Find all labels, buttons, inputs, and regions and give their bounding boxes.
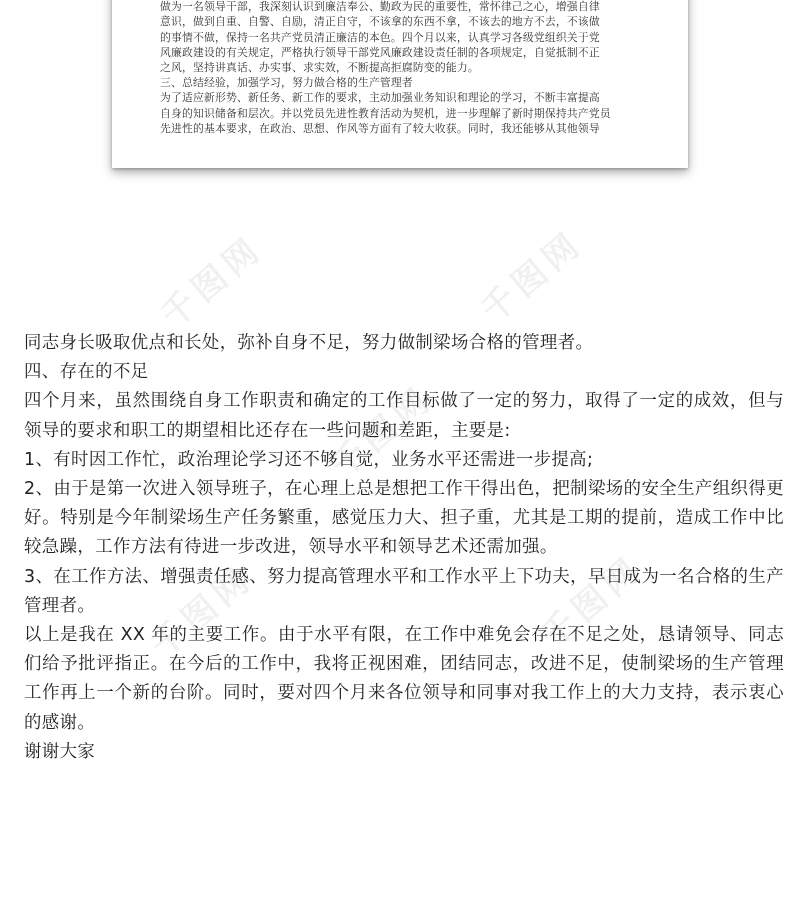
document-preview-text xyxy=(160,0,640,136)
preview-line: 的事情不做，保持一名共产党员清正廉洁的本色。四个月以来，认真学习各级党组织关于党 xyxy=(160,30,600,44)
preview-line: 为了适应新形势、新任务、新工作的要求，主动加强业务知识和理论的学习，不断丰富提高 xyxy=(160,91,600,105)
body-paragraph: 同志身长吸取优点和长处，弥补自身不足，努力做制梁场合格的管理者。 xyxy=(24,333,594,353)
watermark: 千图网 xyxy=(473,223,592,332)
preview-line: 风廉政建设的有关规定，严格执行领导干部党风廉政建设责任制的各项规定，自觉抵制不正 xyxy=(160,45,600,59)
preview-line: 做为一名领导干部，我深刻认识到廉洁奉公、勤政为民的重要性，常怀律己之心，增强自律 xyxy=(160,0,600,14)
watermark: 千图网 xyxy=(143,558,262,667)
list-item: 3、在工作方法、增强责任感、努力提高管理水平和工作水平上下功夫，早日成为一名合格的生产管理者。 xyxy=(24,566,784,616)
body-paragraph: 以上是我在 XX 年的主要工作。由于水平有限，在工作中难免会存在不足之处，恳请领导、同志们给予批评指正。在今后的工作中，我将正视困难，团结同志，改进不足，使制梁场的生产管理工作再上一个新的台阶。同时，要对四个月来各位领导和同事对我工作上的大力支持，表示衷心的感谢。 xyxy=(24,625,784,733)
preview-heading: 三、总结经验，加强学习，努力做合格的生产管理者 xyxy=(160,76,413,90)
closing-line: 谢谢大家 xyxy=(24,741,96,762)
body-paragraph: 四个月来，虽然围绕自身工作职责和确定的工作目标做了一定的努力，取得了一定的成效，但与领导的要求和职工的期望相比还存在一些问题和差距，主要是: xyxy=(24,391,784,441)
preview-line: 自身的知识储备和层次。并以党员先进性教育活动为契机，进一步理解了新时期保持共产党员 xyxy=(160,106,611,120)
document-preview-page xyxy=(112,0,688,168)
list-item: 2、由于是第一次进入领导班子，在心理上总是想把工作干得出色，把制梁场的安全生产组织得更好。特别是今年制梁场生产任务繁重，感觉压力大、担子重，尤其是工期的提前，造成工作中比较急躁，工作方法有待进一步改进，领导水平和领导艺术还需加强。 xyxy=(24,479,784,558)
preview-line: 之风，坚持讲真话、办实事、求实效，不断提高拒腐防变的能力。 xyxy=(160,61,479,75)
preview-line: 先进性的基本要求，在政治、思想、作风等方面有了较大收获。同时，我还能够从其他领导 xyxy=(160,121,600,135)
document-body xyxy=(24,329,784,767)
preview-line: 意识，做到自重、自警、自励，清正自守，不该拿的东西不拿，不该去的地方不去，不该做 xyxy=(160,15,600,29)
watermark: 千图网 xyxy=(153,228,272,337)
watermark: 千图网 xyxy=(323,378,442,487)
watermark: 千图网 xyxy=(533,548,652,657)
section-heading: 四、存在的不足 xyxy=(24,362,149,383)
list-item: 1、有时因工作忙，政治理论学习还不够自觉，业务水平还需进一步提高; xyxy=(24,449,594,470)
